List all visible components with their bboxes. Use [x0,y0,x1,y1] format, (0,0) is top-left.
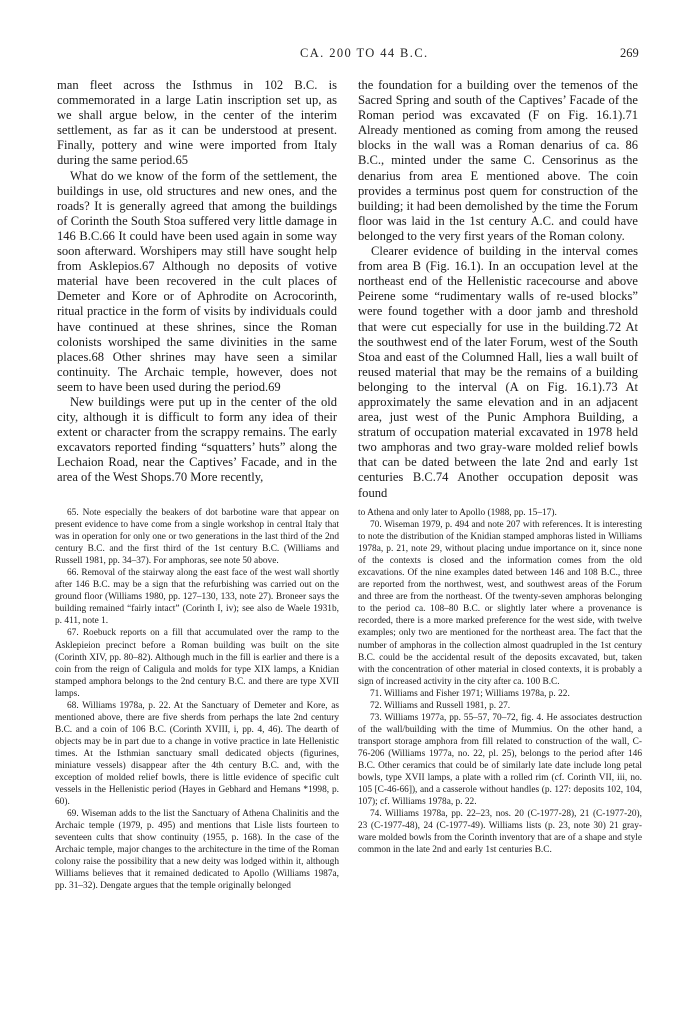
body-column-right [358,78,638,501]
footnote: 73. Williams 1977a, pp. 55–57, 70–72, fig. 4. He associates destruction of the wall/building with the time of Mummius. On the other hand, a transport storage amphora from fill related to construction of the wall, C-76-206 (Williams 1977a, no. 22, pl. 25), belongs to the period after 146 B.C. Other ceramics that could be of similarly late date include long petal bowls, type XVII lamps, a plate with a rolled rim (cf. Corinth VII, iii, no. 105 [C-46-66]), and a casserole without handles (p. 127: deposits 102, 104, 107); cf. Williams 1978a, p. 22. [358,712,642,808]
footnote: 66. Removal of the stairway along the east face of the west wall shortly after 146 B.C. may be a sign that the refurbishing was carried out on the ground floor (Williams 1980, pp. 127–130, 133, note 27). Broneer says the building remained “fairly intact” (Corinth I, iv); see also de Waele 1931b, p. 411, note 1. [55,568,339,627]
page-number: 269 [620,46,639,60]
footnote: 68. Williams 1978a, p. 22. At the Sanctuary of Demeter and Kore, as mentioned above, there are five sherds from perhaps the late 2nd century B.C. and a coin of 106 B.C. (Corinth XVIII, i, pp. 4, 46). The dearth of objects may be in part due to a change in votive practice in late Hellenistic times. At the Isthmian sanctuary small dedicated objects (figurines, miniature vessels) disappear after the 4th century B.C. and, with the exception of molded relief bowls, there is little evidence of specific cult vessels in the Hellenistic period (Hayes in Gebhard and Hemans *1998, p. 60). [55,700,339,808]
footnote: 65. Note especially the beakers of dot barbotine ware that appear on present evidence to have come from a single workshop in central Italy that was in operation for only one or two generations in the last third of the 2nd century B.C. and the first third of the 1st century B.C. (Williams and Russell 1981, pp. 34–37). For amphoras, see note 50 above. [55,508,339,567]
footnote-continuation: to Athena and only later to Apollo (1988, pp. 15–17). [358,508,557,518]
body-paragraph: the foundation for a building over the temenos of the Sacred Spring and south of the Captives’ Facade of the Roman period was excavated (F on Fig. 16.1).71 Already mentioned as coming from among the reused blocks in the wall was a Roman denarius of ca. 86 B.C., minted under the same C. Censorinus as the denarius from area E mentioned above. The coin provides a terminus post quem for construction of the building; it had been demolished by the time the Forum floor was laid in the 1st century A.C. and could have belonged to the very first years of the Roman colony. [358,78,638,243]
body-paragraph: New buildings were put up in the center of the old city, although it is difficult to form any idea of their extent or character from the scrappy remains. The early excavators reported finding “squatters’ huts” along the Lechaion Road, near the Captives’ Facade, and in the area of the West Shops.70 More recently, [57,394,337,485]
running-head: CA. 200 TO 44 B.C. [300,46,429,60]
footnote: 71. Williams and Fisher 1971; Williams 1978a, p. 22. [370,688,570,699]
footnotes-column-right [358,507,642,856]
footnote: 70. Wiseman 1979, p. 494 and note 207 with references. It is interesting to note the distribution of the Knidian stamped amphoras listed in Williams 1978a, p. 21, note 29, without placing undue importance on it, since none of the contexts is closed and the information comes from the old excavations. Of the nine examples dated between 146 and 108 B.C., three are reported from the northwest, west, and southwest areas of the Forum and three are from the northeast. Of the twenty-seven amphoras belonging to the period ca. 108–80 B.C. or slightly later where a provenance is recorded, there is a more marked preference for the west side, with twelve examples; only two are mentioned for the northeast area. The fact that the number of amphoras in the collection almost quadrupled in the 1st century B.C. could be the accidental result of the deposits excavated, but, taken with the concentration of other material in closed contexts, it is probably a sign of increased activity in the city after ca. 100 B.C. [358,520,642,687]
body-paragraph: What do we know of the form of the settlement, the buildings in use, old structures and new ones, and the roads? It is generally agreed that among the buildings of Corinth the South Stoa suffered very little damage in 146 B.C.66 It could have been used again in some way soon afterward. Worshipers may still have sought help from Asklepios.67 Although no deposits of votive material have been recovered in the cult places of Demeter and Kore or of Aphrodite on Acrocorinth, ritual practice in the form of visits by individuals could have continued at these shrines, since the Roman colonists worshiped the same divinities in the same places.68 Other shrines may have seen a similar continuity. The Archaic temple, however, does not seem to have been used during the period.69 [57,168,337,394]
footnote: 74. Williams 1978a, pp. 22–23, nos. 20 (C-1977-28), 21 (C-1977-20), 23 (C-1977-48), 24 (C-1977-49). Williams lists (p. 23, note 30) 21 gray-ware molded bowls from the Corinth inventory that are of a shape and style common in the late 2nd and early 1st centuries B.C. [358,809,642,856]
body-paragraph: man fleet across the Isthmus in 102 B.C. is commemorated in a large Latin inscription set up, as we shall argue below, in the center of the interim settlement, as far as it can be understood at present. Finally, pottery and wine were imported from Italy during the same period.65 [57,78,337,168]
body-column-left [57,78,337,486]
body-paragraph: Clearer evidence of building in the interval comes from area B (Fig. 16.1). In an occupation level at the northeast end of the Hellenistic racecourse and above Peirene some “rudimentary walls of re-used blocks” were found together with a door jamb and threshold that were cut especially for use in the building.72 At the southwest end of the later Forum, west of the South Stoa and east of the Columned Hall, lies a wall built of reused material that may be the remains of a building belonging to the interval (A on Fig. 16.1).73 At approximately the same elevation and in an adjacent area, just west of the Punic Amphora Building, a stratum of occupation material excavated in 1978 held two amphoras and two gray-ware molded relief bowls that can be dated between the late 2nd and early 1st centuries B.C.74 Another occupation deposit was found [358,244,638,500]
page-header [0,46,695,66]
footnote: 72. Williams and Russell 1981, p. 27. [370,700,511,711]
footnotes-column-left [55,507,339,893]
footnote: 69. Wiseman adds to the list the Sanctuary of Athena Chalinitis and the Archaic temple (1979, p. 495) and mentions that Lisle lists fourteen to seventeen cults that show continuity (1955, p. 168). In the case of the Archaic temple, major changes to the architecture in the time of the Roman colony raise the possibility that a new deity was lodged within it, although Williams believes that it remained dedicated to Apollo (Williams 1987a, pp. 31–32). Dengate argues that the temple originally belonged [55,809,339,892]
footnote: 67. Roebuck reports on a fill that accumulated over the ramp to the Asklepieion precinct before a Roman building was built on the site (Corinth XIV, pp. 80–82). Although much in the fill is earlier and there is a coin from the reign of Caligula and molds for type XIX lamps, a Knidian stamped amphora belongs to the 2nd century B.C. and there are type XVII lamps. [55,628,339,699]
